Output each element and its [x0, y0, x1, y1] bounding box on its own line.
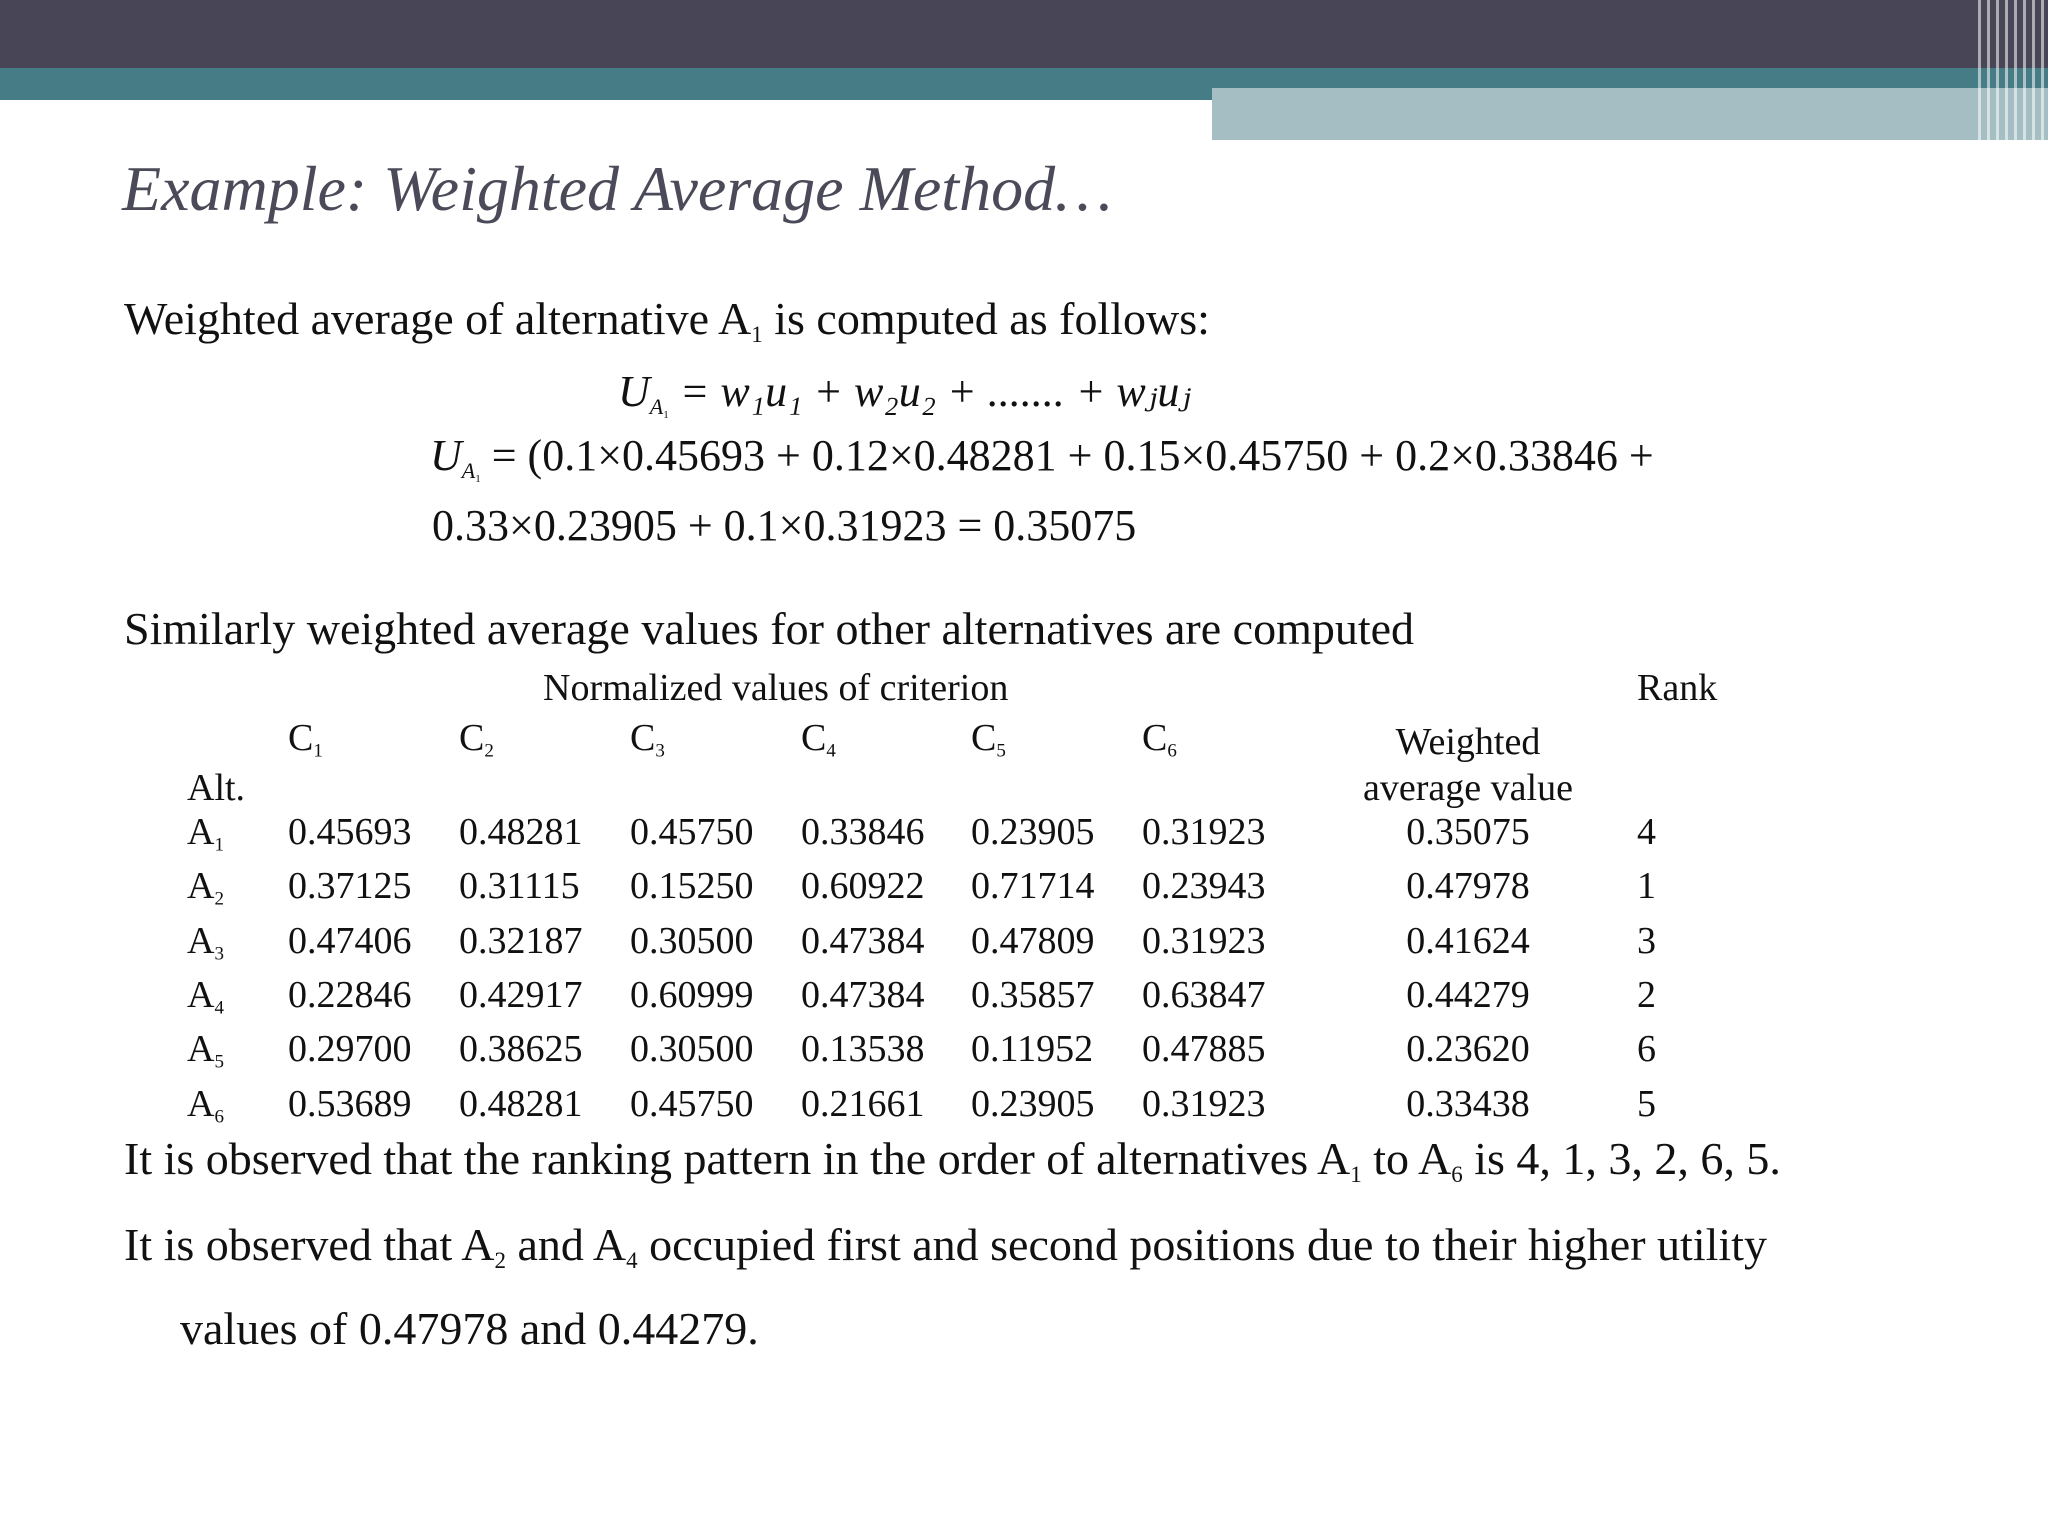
criterion-header-c1: $C_1$ — [288, 717, 323, 762]
formula-line-2: 0.33×0.23905 + 0.1×0.31923 = 0.35075 — [432, 501, 1137, 550]
table-cell: 0.31923 — [1142, 1082, 1266, 1125]
weighted-average-cell: 0.35075 — [1406, 811, 1530, 853]
table-cell: 0.48281 — [459, 811, 583, 853]
similarly-text: Similarly weighted average values for other alternatives are computed — [124, 603, 1415, 654]
table-cell: 0.31115 — [459, 865, 580, 908]
formula-line-1: $U_{A_1} = (0.1\times 0.45693 + 0.12\times 0.48281 + 0.15\times 0.45750 + 0.2\times 0.33846$ + — [430, 431, 1654, 485]
table-cell: 0.22846 — [288, 973, 412, 1016]
table-cell: 0.29700 — [288, 1028, 412, 1071]
table-cell: 0.30500 — [630, 1028, 754, 1071]
slide-title: Example: Weighted Average Method… — [122, 153, 1112, 224]
table-cell: 0.23905 — [971, 1082, 1095, 1125]
criterion-header-c4: $C_4$ — [801, 717, 836, 762]
rank-cell: 5 — [1637, 1082, 1656, 1125]
criterion-header-c5: $C_5$ — [971, 717, 1006, 762]
table-weighted-header-line1: Weighted — [1395, 721, 1541, 763]
header-band-light — [1212, 88, 2048, 140]
table-cell: 0.38625 — [459, 1028, 583, 1071]
table-cell: 0.47809 — [971, 919, 1095, 962]
table-cell: 0.23943 — [1142, 865, 1266, 908]
table-cell: 0.13538 — [801, 1028, 925, 1071]
criterion-header-c3: $C_3$ — [630, 717, 665, 762]
alternative-label-a5: $A_5$ — [187, 1028, 224, 1073]
header-band-dark — [0, 0, 2048, 68]
alternative-label-a2: $A_2$ — [187, 865, 224, 910]
table-cell: 0.47384 — [801, 919, 925, 962]
table-cell: 0.15250 — [630, 865, 754, 908]
table-cell: 0.45750 — [630, 811, 754, 853]
table-cell: 0.48281 — [459, 1082, 583, 1125]
conclusion-positions: It is observed that $A_2$ and $A_4$ occupied first and second positions due to their higher utility — [124, 1219, 1767, 1274]
rank-cell: 3 — [1637, 919, 1656, 962]
table-alt-header: Alt. — [187, 767, 246, 809]
table-cell: 0.60922 — [801, 865, 925, 908]
formula-general: $U_{A_1} = w_1u_1 + w_2u_2$ + ....... + wⱼuⱼ — [618, 367, 1191, 421]
rank-cell: 1 — [1637, 865, 1656, 908]
table-cell: 0.45693 — [288, 811, 412, 853]
table-cell: 0.47885 — [1142, 1028, 1266, 1071]
weighted-average-cell: 0.47978 — [1406, 865, 1530, 908]
table-cell: 0.11952 — [971, 1028, 1094, 1071]
table-cell: 0.33846 — [801, 811, 925, 853]
rank-cell: 4 — [1637, 811, 1656, 853]
table-cell: 0.31923 — [1142, 919, 1266, 962]
weighted-average-cell: 0.41624 — [1406, 919, 1530, 962]
criterion-header-c6: $C_6$ — [1142, 717, 1177, 762]
table-cell: 0.63847 — [1142, 973, 1266, 1016]
weighted-average-cell: 0.44279 — [1406, 973, 1530, 1016]
table-rank-header: Rank — [1637, 667, 1718, 709]
table-cell: 0.60999 — [630, 973, 754, 1016]
table-group-header: Normalized values of criterion — [543, 667, 1009, 709]
weighted-average-cell: 0.33438 — [1406, 1082, 1530, 1125]
table-cell: 0.30500 — [630, 919, 754, 962]
table-cell: 0.47384 — [801, 973, 925, 1016]
header-decor-stripes — [1978, 0, 2048, 140]
table-cell: 0.32187 — [459, 919, 583, 962]
table-cell: 0.21661 — [801, 1082, 925, 1125]
table-cell: 0.45750 — [630, 1082, 754, 1125]
table-cell: 0.23905 — [971, 811, 1095, 853]
alternative-label-a6: $A_6$ — [187, 1082, 224, 1128]
conclusion-values: values of 0.47978 and 0.44279. — [180, 1303, 759, 1354]
table-cell: 0.37125 — [288, 865, 412, 908]
table-cell: 0.53689 — [288, 1082, 412, 1125]
table-cell: 0.42917 — [459, 973, 583, 1016]
conclusion-ranking: It is observed that the ranking pattern in the order of alternatives $A_1$ to $A_6$ is 4, 1, 3, 2, 6, 5. — [124, 1133, 1781, 1188]
alternative-label-a4: $A_4$ — [187, 973, 224, 1019]
table-cell: 0.31923 — [1142, 811, 1266, 853]
rank-cell: 2 — [1637, 973, 1656, 1016]
table-cell: 0.71714 — [971, 865, 1095, 908]
table-cell: 0.35857 — [971, 973, 1095, 1016]
intro-text: Weighted average of alternative $A_1$ is computed as follows: — [124, 293, 1210, 348]
table-weighted-header-line2: average value — [1363, 767, 1573, 809]
table-cell: 0.47406 — [288, 919, 412, 962]
weighted-average-cell: 0.23620 — [1406, 1028, 1530, 1071]
rank-cell: 6 — [1637, 1028, 1656, 1071]
criterion-header-c2: $C_2$ — [459, 717, 494, 762]
alternative-label-a3: $A_3$ — [187, 919, 224, 965]
alternative-label-a1: $A_1$ — [187, 811, 224, 856]
